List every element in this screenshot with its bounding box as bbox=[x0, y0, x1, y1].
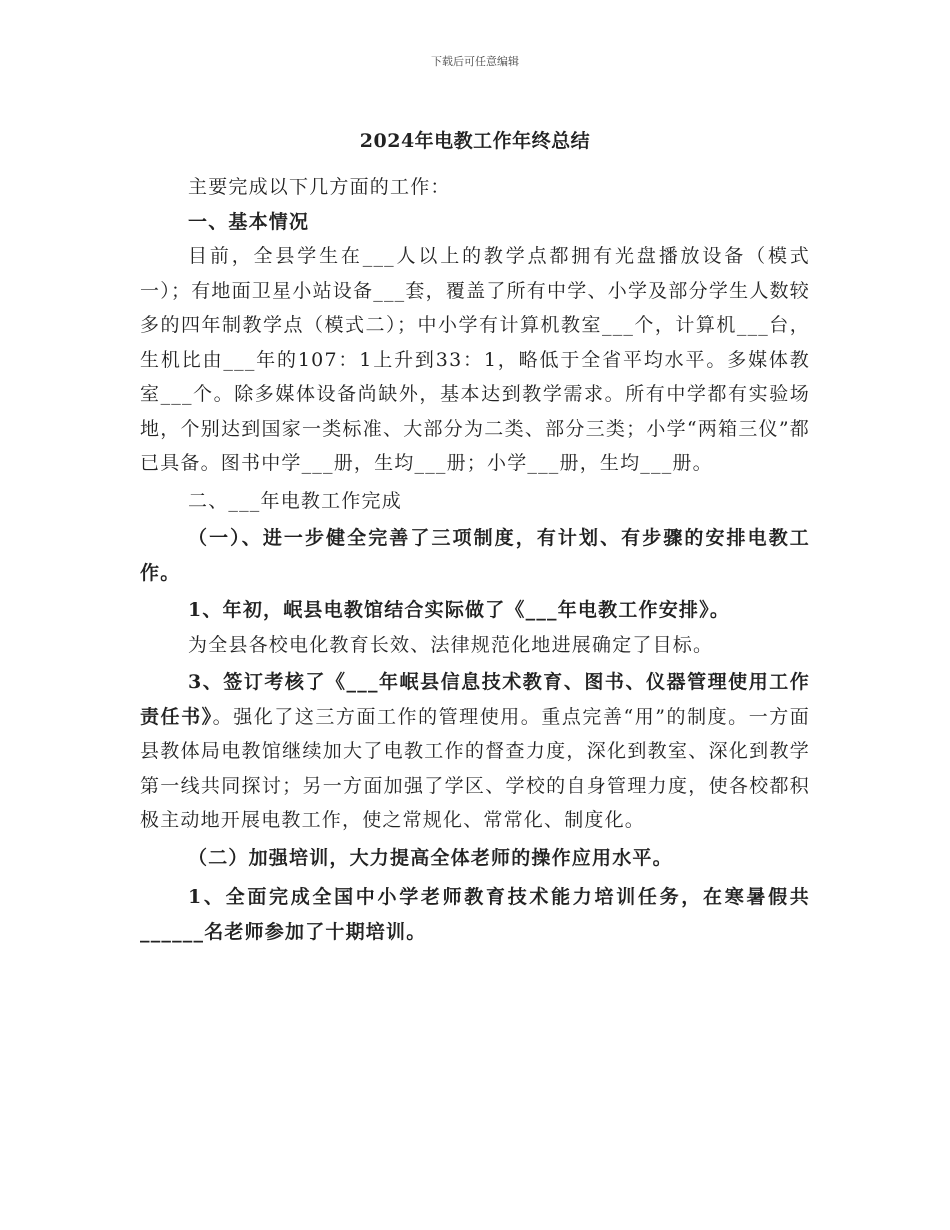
item-work-arrangement: 1、年初，岷县电教馆结合实际做了《___年电教工作安排》。 bbox=[188, 599, 731, 621]
document-title: 2024年电教工作年终总结 bbox=[359, 130, 591, 152]
section-heading-work-completed: 二、___年电教工作完成 bbox=[188, 489, 402, 512]
responsibility-rest: 。强化了这三方面工作的管理使用。重点完善“用”的制度。一方面县教体局电教馆继续加大了电教工作的督查力度，深化到教室、深化到教学第一线共同探讨；另一方面加强了学区、学校的自身管理力度，使各校都积极主动地开展电教工作，使之常规化、常常化、制度化。 bbox=[140, 705, 810, 831]
item-training-task: 1、全面完成全国中小学老师教育技术能力培训任务，在寒暑假共______名老师参加了十期培训。 bbox=[140, 886, 810, 943]
responsibility-paragraph bbox=[140, 665, 810, 838]
goal-paragraph: 为全县各校电化教育长效、法律规范化地进展确定了目标。 bbox=[188, 633, 714, 656]
responsibility-lead: 3、签订考核了《___年岷县信息技术教育、图书、仪器管理使用工作责任书》 bbox=[140, 671, 810, 728]
subsection-heading-training: （二）加强培训，大力提高全体老师的操作应用水平。 bbox=[188, 846, 673, 869]
basic-situation-paragraph: 目前，全县学生在___人以上的教学点都拥有光盘播放设备（模式一）；有地面卫星小站设备___套，覆盖了所有中学、小学及部分学生人数较多的四年制教学点（模式二）；中小学有计算机教室___个，计算机___台，生机比由___年的107：1上升到33：1，略低于全省平均水平。多媒体教室___个。除多媒体设备尚缺外，基本达到教学需求。所有中学都有实验场地，个别达到国家一类标准、大部分为二类、部分三类；小学“两箱三仪”都已具备。图书中学___册，生均___册；小学___册，生均___册。 bbox=[140, 245, 810, 474]
subsection-heading-systems: （一）、进一步健全完善了三项制度，有计划、有步骤的安排电教工作。 bbox=[140, 527, 810, 584]
document-body bbox=[140, 170, 810, 949]
section-heading-basic-situation: 一、基本情况 bbox=[188, 210, 310, 233]
page-header-note: 下载后可任意编辑 bbox=[431, 55, 519, 68]
intro-paragraph: 主要完成以下几方面的工作： bbox=[188, 176, 451, 198]
